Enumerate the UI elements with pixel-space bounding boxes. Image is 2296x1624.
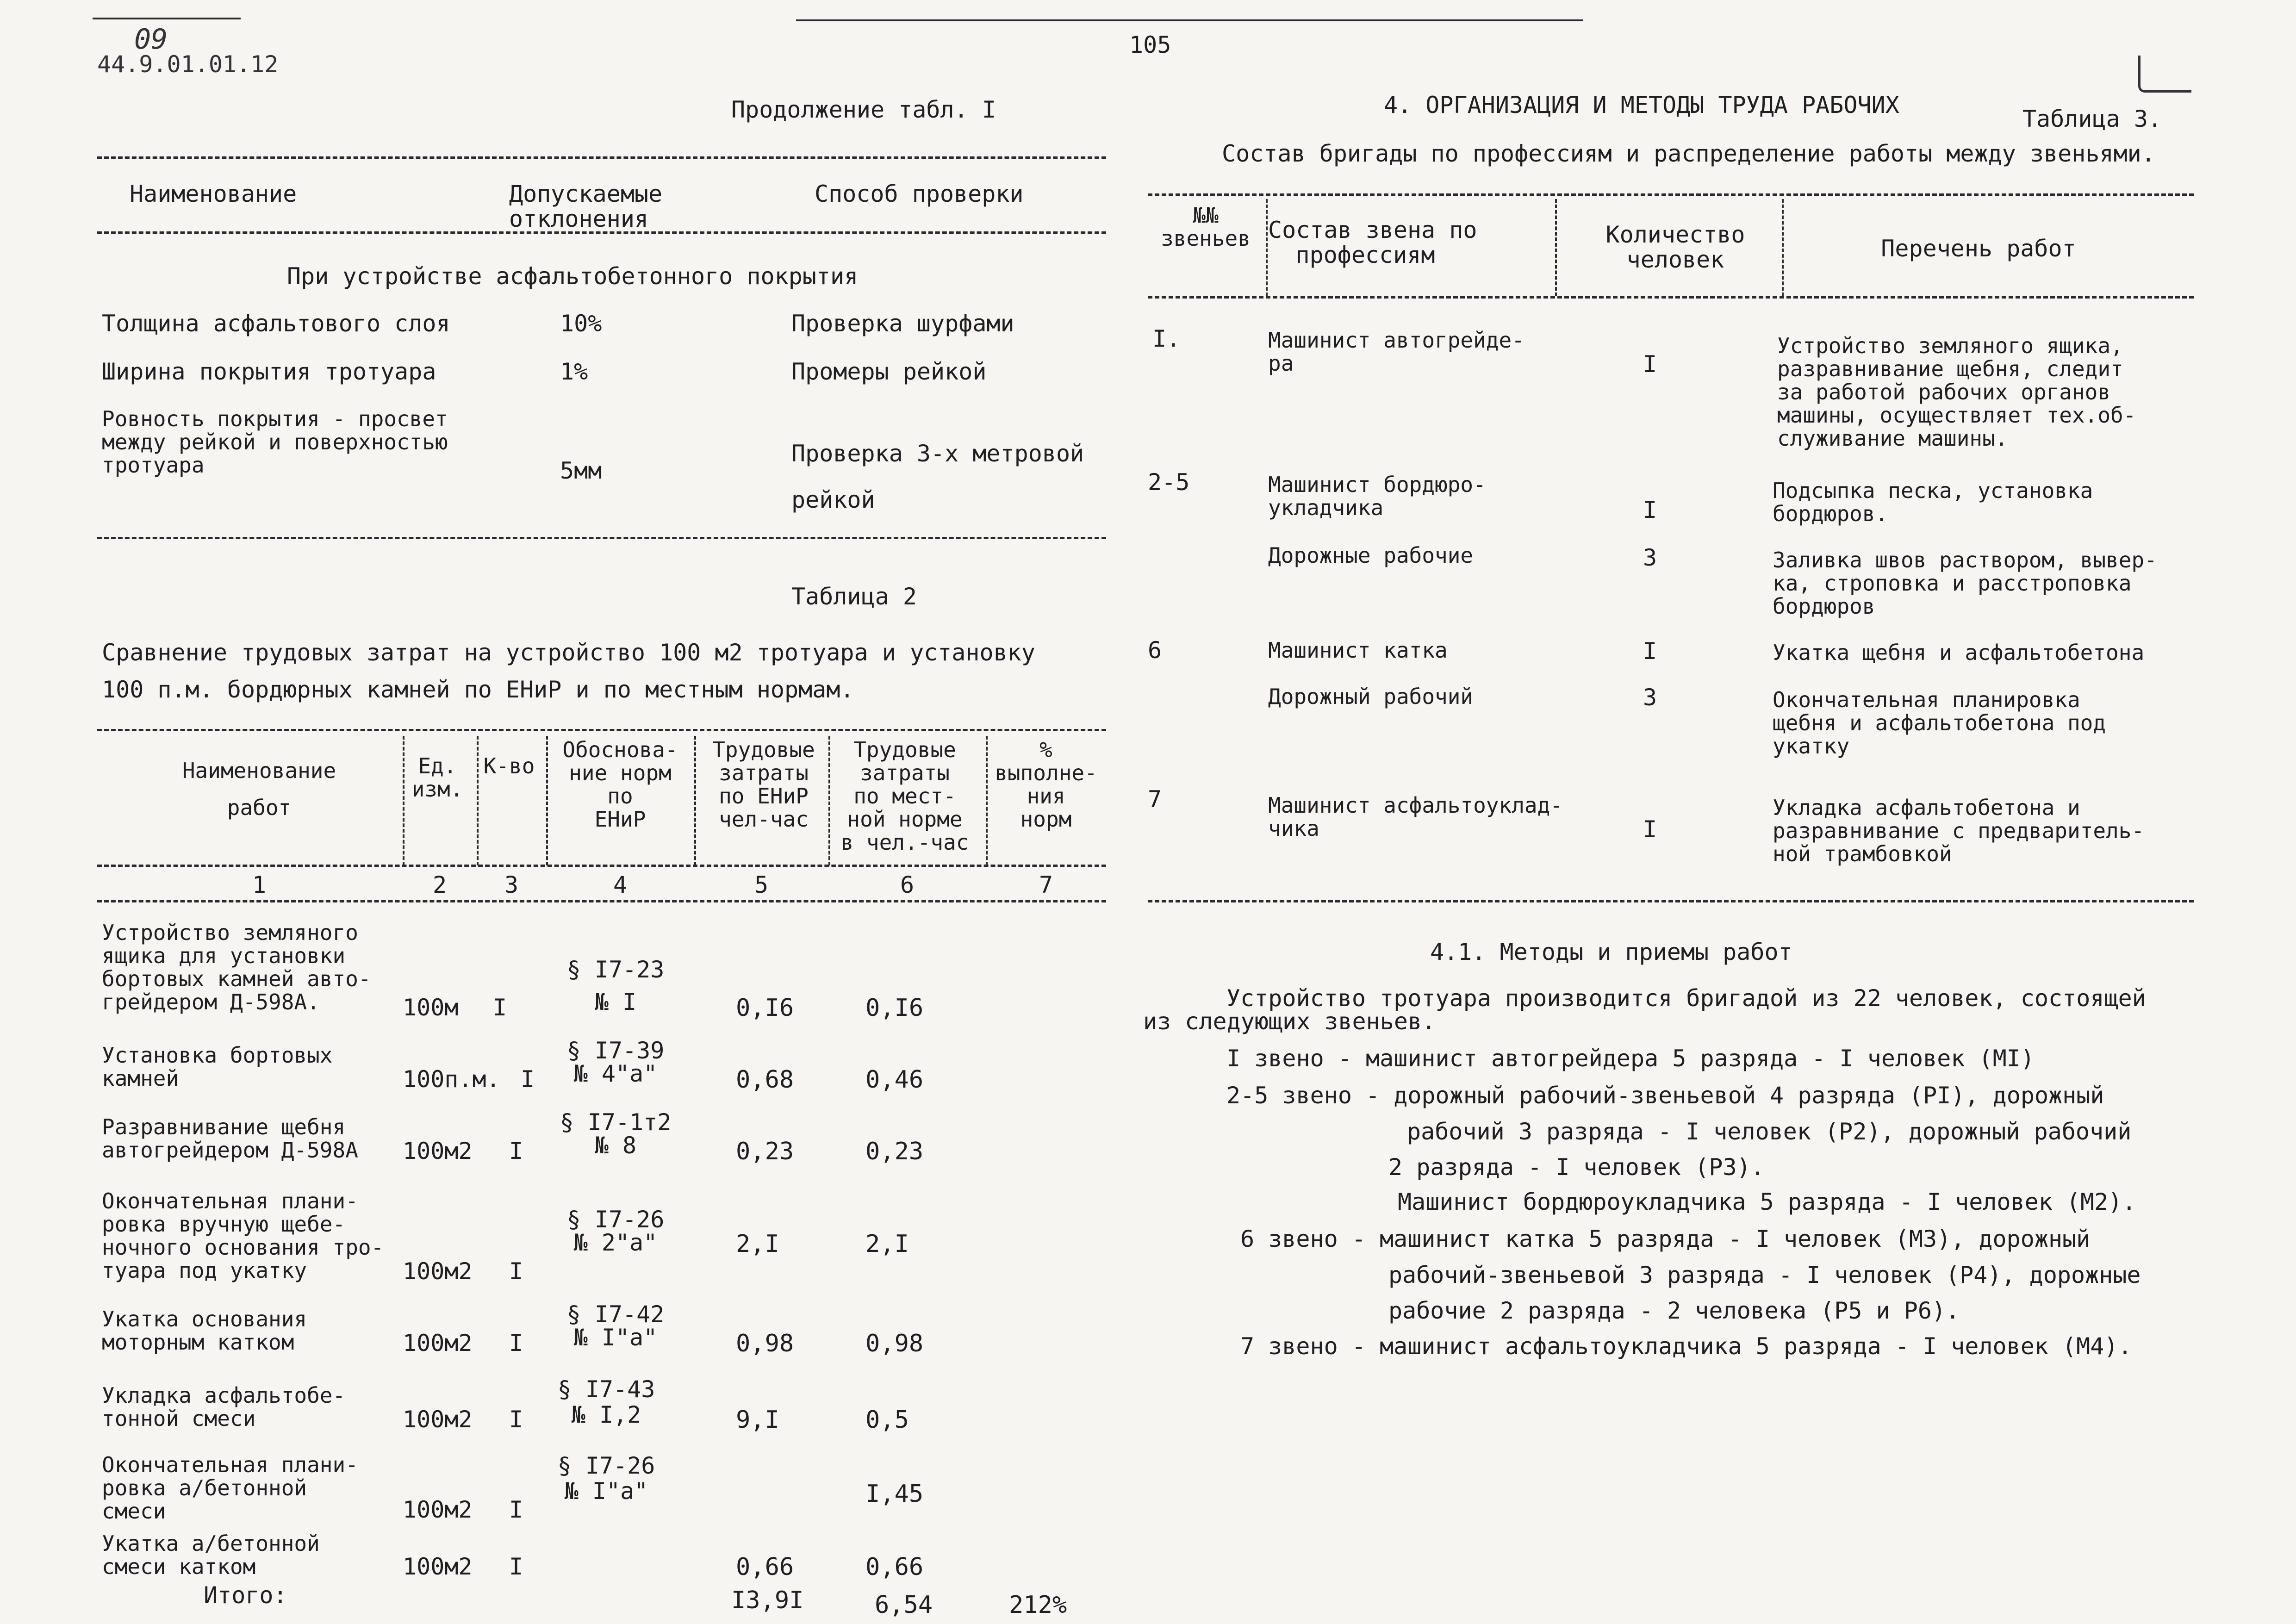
- methods-line-9: 7 звено - машинист асфальтоукладчика 5 разряда - I человек (М4).: [1240, 1333, 2132, 1360]
- t3-header-no: №№ звеньев: [1161, 203, 1251, 251]
- t2-row6-unit: 100м2: [403, 1406, 473, 1433]
- doc-code-2: 44.9.01.01.12: [97, 51, 279, 78]
- methods-intro-2: из следующих звеньев.: [1143, 1008, 1436, 1035]
- t3-header-works: Перечень работ: [1881, 235, 2076, 262]
- table2-label: Таблица 2: [791, 583, 917, 610]
- t2-row4-name: Окончательная плани- ровка вручную щебе- ночного основания тро- туара под укатку: [102, 1188, 384, 1283]
- t2-vsep-2: [477, 736, 479, 865]
- methods-line-3: рабочий 3 разряда - I человек (Р2), дорожный рабочий: [1407, 1118, 2132, 1145]
- t3-row5-prof: Дорожный рабочий: [1268, 684, 1474, 709]
- t2-row7-unit: 100м2: [403, 1496, 473, 1523]
- t3-row6-qty: I: [1643, 816, 1657, 843]
- t3-header-qty: Количество человек: [1605, 221, 1745, 273]
- methods-line-2: 2-5 звено - дорожный рабочий-звеньевой 4 разряда (РI), дорожный: [1226, 1082, 2104, 1109]
- top-rule-center: [796, 19, 1583, 21]
- t2-colnum-2: 2: [432, 871, 447, 898]
- methods-line-1: I звено - машинист автогрейдера 5 разряда - I человек (МI): [1226, 1045, 2035, 1072]
- t2-row8-unit: 100м2: [403, 1553, 473, 1580]
- t2-row4-basis: § I7-26 № 2"а": [566, 1206, 665, 1256]
- t3-row2-prof: Машинист бордюро- укладчика: [1268, 472, 1486, 520]
- t2-header-name: Наименование работ: [182, 758, 336, 820]
- t3-rule-header: [1148, 296, 2194, 299]
- t2-row1-basis: § I7-23 № I: [566, 956, 665, 1015]
- t2-row6-basis: § I7-43 № I,2: [557, 1376, 655, 1428]
- t2-row2-name: Установка бортовых камней: [102, 1043, 333, 1091]
- t3-row1-works: Устройство земляного ящика, разравнивание щебня, следит за работой рабочих органов машины, осуществляет тех.об- служивание машины.: [1777, 333, 2136, 451]
- t2-rule-colnums: [97, 900, 1106, 902]
- t2-row1-name: Устройство земляного ящика для установки бортовых камней авто- грейдером Д-598А.: [102, 920, 371, 1014]
- t1-header-name: Наименование: [130, 180, 297, 207]
- t2-row6-name: Укладка асфальтобе- тонной смеси: [102, 1383, 346, 1431]
- t2-row6-local: 0,5: [865, 1406, 909, 1434]
- t2-total-local: 6,54: [875, 1591, 933, 1619]
- t2-header-qty: К-во: [483, 753, 535, 778]
- t2-row6-qty: I: [509, 1406, 523, 1433]
- table3-caption: Состав бригады по профессиям и распределение работы между звеньями.: [1222, 140, 2155, 167]
- t2-vsep-1: [403, 736, 404, 865]
- t2-row1-enir: 0,I6: [736, 994, 794, 1022]
- t1-section: При устройстве асфальтобетонного покрытия: [287, 263, 859, 290]
- top-rule-left: [93, 18, 241, 19]
- t3-row4-no: 6: [1148, 637, 1162, 664]
- t2-row5-enir: 0,98: [736, 1330, 794, 1357]
- t2-row8-enir: 0,66: [736, 1553, 794, 1581]
- t1-row1-name: Толщина асфальтового слоя: [102, 310, 450, 337]
- methods-line-8: рабочие 2 разряда - 2 человека (Р5 и Р6).: [1388, 1297, 1960, 1324]
- t2-row7-name: Окончательная плани- ровка а/бетонной смеси: [102, 1452, 358, 1524]
- t2-row1-qty: I: [493, 994, 507, 1021]
- t2-row5-qty: I: [509, 1330, 523, 1356]
- t2-row3-enir: 0,23: [736, 1138, 794, 1165]
- t2-colnum-1: 1: [252, 871, 267, 898]
- t1-row2-method: Промеры рейкой: [791, 358, 987, 385]
- t3-header-prof: Состав звена по профессиям: [1268, 217, 1477, 268]
- t3-row2-no: 2-5: [1148, 469, 1190, 496]
- t2-row3-name: Разравнивание щебня автогрейдером Д-598А: [102, 1114, 358, 1163]
- t2-row1-unit: 100м: [403, 994, 459, 1021]
- t2-row8-local: 0,66: [865, 1553, 924, 1581]
- t3-row5-works: Окончательная планировка щебня и асфальтобетона под укатку: [1773, 687, 2106, 759]
- t3-vsep-3: [1782, 199, 1784, 296]
- t2-row8-name: Укатка а/бетонной смеси катком: [102, 1531, 320, 1579]
- t2-row7-local: I,45: [865, 1480, 924, 1508]
- t1-header-deviation: Допускаемые отклонения: [509, 180, 663, 232]
- t3-row2-qty: I: [1643, 497, 1657, 523]
- t1-row1-dev: 10%: [560, 310, 602, 337]
- t1-row3-method: Проверка 3-х метровой рейкой: [791, 440, 1084, 513]
- t2-header-basis: Обоснова- ние норм по ЕНиР: [562, 737, 678, 832]
- t2-header-local: Трудовые затраты по мест- ной норме в чел.-час: [840, 737, 969, 855]
- t2-total-enir: I3,9I: [731, 1587, 804, 1614]
- t2-total-label: Итого:: [204, 1582, 287, 1609]
- t3-row6-no: 7: [1148, 786, 1162, 813]
- t2-colnum-5: 5: [754, 871, 769, 898]
- t1-row3-dev: 5мм: [560, 457, 602, 484]
- t2-vsep-6: [986, 736, 988, 865]
- t1-row3-name: Ровность покрытия - просвет между рейкой и поверхностью тротуара: [102, 406, 448, 478]
- t2-row3-unit: 100м2: [403, 1138, 473, 1164]
- t3-row4-qty: I: [1643, 638, 1657, 665]
- t3-row3-works: Заливка швов раствором, вывер- ка, строповка и расстроповка бордюров: [1773, 548, 2157, 619]
- t3-row4-prof: Машинист катка: [1268, 638, 1448, 663]
- t2-row3-basis: § I7-1т2 № 8: [560, 1109, 672, 1159]
- t1-rule-bottom: [97, 537, 1106, 539]
- t2-header-percent: % выполне- ния норм: [995, 737, 1097, 832]
- t3-row2-works: Подсыпка песка, установка бордюров.: [1773, 478, 2093, 526]
- methods-line-4: 2 разряда - I человек (Р3).: [1388, 1154, 1765, 1181]
- t3-row4-works: Укатка щебня и асфальтобетона: [1773, 640, 2145, 665]
- t2-row2-unit: 100п.м.: [403, 1066, 500, 1093]
- t3-row6-works: Укладка асфальтобетона и разравнивание с предваритель- ной трамбовкой: [1773, 795, 2145, 866]
- t1-row1-method: Проверка шурфами: [791, 310, 1014, 337]
- t2-row1-local: 0,I6: [865, 994, 924, 1022]
- t2-row2-basis: § I7-39 № 4"а": [566, 1037, 665, 1087]
- t2-row5-unit: 100м2: [403, 1330, 473, 1356]
- methods-line-7: рабочий-звеньевой 3 разряда - I человек (Р4), дорожные: [1388, 1262, 2141, 1288]
- t2-total-percent: 212%: [1009, 1591, 1067, 1619]
- t2-colnum-3: 3: [504, 871, 519, 898]
- t2-row5-basis: § I7-42 № I"а": [566, 1301, 665, 1351]
- methods-line-6: 6 звено - машинист катка 5 разряда - I человек (М3), дорожный: [1240, 1226, 2091, 1252]
- t2-row5-local: 0,98: [865, 1330, 924, 1357]
- t2-vsep-5: [828, 736, 830, 865]
- page-number: 105: [1129, 31, 1171, 58]
- t1-header-method: Способ проверки: [815, 180, 1024, 207]
- t2-rule-top: [97, 729, 1106, 731]
- t2-colnum-7: 7: [1039, 871, 1053, 898]
- t2-row6-enir: 9,I: [736, 1406, 779, 1434]
- t2-vsep-3: [546, 736, 548, 865]
- t3-rule-bottom: [1148, 900, 2194, 902]
- t2-row3-qty: I: [509, 1138, 523, 1164]
- t2-colnum-4: 4: [613, 871, 628, 898]
- methods-title: 4.1. Методы и приемы работ: [1430, 939, 1792, 965]
- t2-row7-qty: I: [509, 1496, 523, 1523]
- t2-row2-enir: 0,68: [736, 1066, 794, 1094]
- t2-row7-basis: § I7-26 № I"а": [557, 1452, 655, 1505]
- t2-row4-unit: 100м2: [403, 1258, 473, 1285]
- t2-header-enir: Трудовые затраты по ЕНиР чел-час: [712, 737, 815, 832]
- t3-rule-top: [1148, 193, 2194, 196]
- t2-row3-local: 0,23: [865, 1138, 924, 1165]
- t3-row1-no: I.: [1152, 325, 1181, 352]
- t2-colnum-6: 6: [900, 871, 915, 898]
- t1-row2-name: Ширина покрытия тротуара: [102, 358, 436, 385]
- t2-vsep-4: [694, 736, 696, 865]
- section4-title: 4. ОРГАНИЗАЦИЯ И МЕТОДЫ ТРУДА РАБОЧИХ: [1384, 92, 1899, 118]
- methods-intro-1: Устройство тротуара производится бригадой из 22 человек, состоящей: [1226, 985, 2146, 1012]
- t3-vsep-1: [1266, 199, 1268, 296]
- t2-row4-local: 2,I: [865, 1230, 909, 1258]
- continuation-label: Продолжение табл. I: [731, 96, 996, 123]
- t3-row3-prof: Дорожные рабочие: [1268, 543, 1474, 568]
- t2-rule-header: [97, 865, 1106, 867]
- t3-row5-qty: 3: [1643, 684, 1657, 711]
- doc-code-1: 09: [134, 23, 168, 56]
- t2-header-unit: Ед. изм.: [411, 753, 463, 802]
- t3-row6-prof: Машинист асфальтоуклад- чика: [1268, 793, 1563, 841]
- table3-label: Таблица 3.: [2022, 106, 2162, 132]
- corner-mark: [2138, 56, 2191, 93]
- t2-row5-name: Укатка основания моторным катком: [102, 1307, 307, 1355]
- t1-row2-dev: 1%: [560, 358, 588, 385]
- table2-caption: Сравнение трудовых затрат на устройство 100 м2 тротуара и установку 100 п.м. бордюрных камней по ЕНиР и по местным нормам.: [102, 639, 1035, 703]
- methods-line-5: Машинист бордюроукладчика 5 разряда - I человек (М2).: [1398, 1188, 2136, 1215]
- t3-row1-qty: I: [1643, 351, 1657, 378]
- t3-row3-qty: 3: [1643, 544, 1657, 571]
- t2-row2-local: 0,46: [865, 1066, 924, 1094]
- t2-row4-qty: I: [509, 1258, 523, 1285]
- t2-row2-qty: I: [521, 1066, 535, 1093]
- t3-row1-prof: Машинист автогрейде- ра: [1268, 328, 1524, 376]
- t3-vsep-2: [1555, 199, 1557, 296]
- t1-rule-header: [97, 231, 1106, 234]
- t2-row4-enir: 2,I: [736, 1230, 779, 1258]
- t2-row8-qty: I: [509, 1553, 523, 1580]
- t1-rule-top: [97, 156, 1106, 159]
